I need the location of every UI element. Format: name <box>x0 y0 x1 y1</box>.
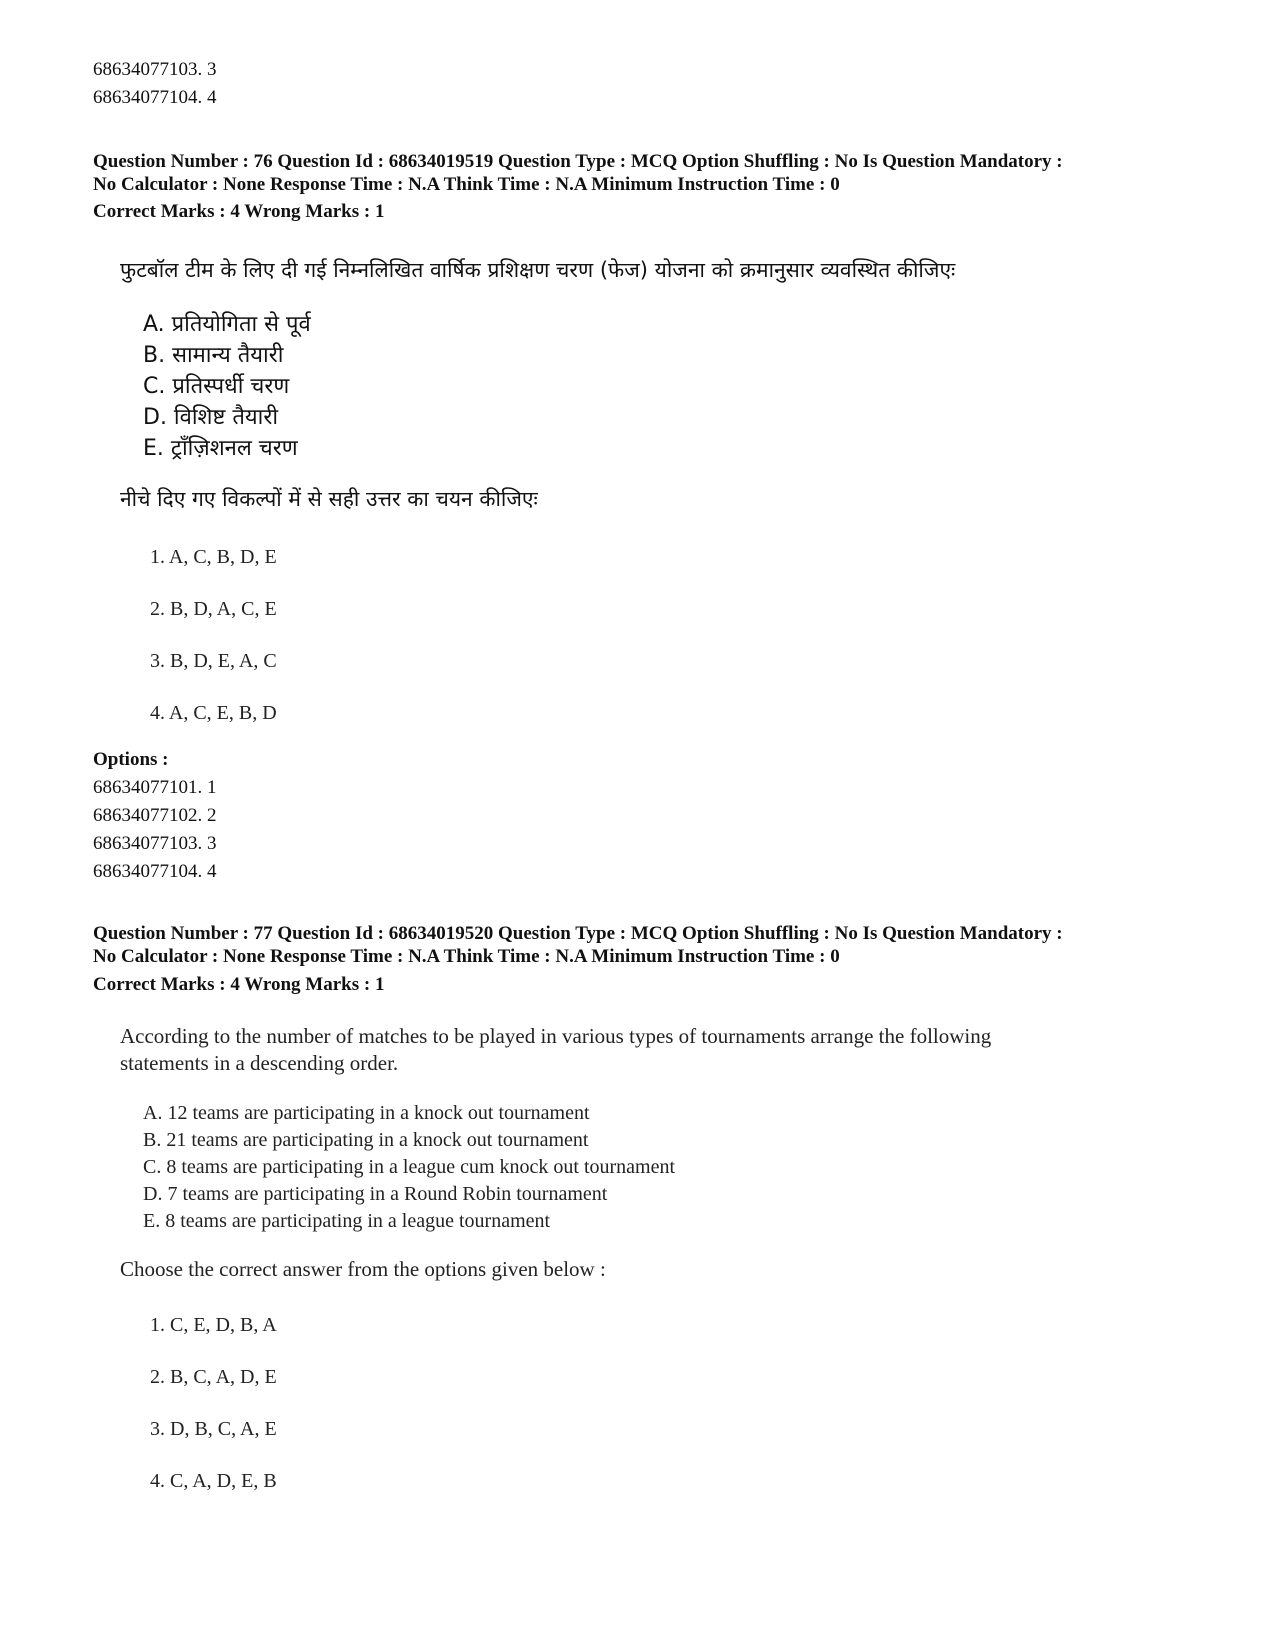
q77-header-line2: No Calculator : None Response Time : N.A Think Time : N.A Minimum Instruction Time : 0 <box>93 946 840 967</box>
q76-choice-1: 1. A, C, B, D, E <box>150 546 277 568</box>
q77-choice-1: 1. C, E, D, B, A <box>150 1314 277 1336</box>
q76-choice-3: 3. B, D, E, A, C <box>150 650 277 672</box>
q76-statement-d: D. विशिष्ट तैयारी <box>143 405 279 430</box>
q77-choice-3: 3. D, B, C, A, E <box>150 1418 277 1440</box>
q76-statement-e: E. ट्राँज़िशनल चरण <box>143 436 298 461</box>
q76-options-label: Options : <box>93 749 169 770</box>
q76-statement-a: A. प्रतियोगिता से पूर्व <box>143 312 311 337</box>
q77-statement-e: E. 8 teams are participating in a league tournament <box>143 1210 551 1232</box>
q77-marks: Correct Marks : 4 Wrong Marks : 1 <box>93 974 385 995</box>
q77-statement-a: A. 12 teams are participating in a knock out tournament <box>143 1102 590 1124</box>
q77-statement-b: B. 21 teams are participating in a knock out tournament <box>143 1129 589 1151</box>
q76-option-2: 68634077102. 2 <box>93 805 217 826</box>
q76-header-line2: No Calculator : None Response Time : N.A Think Time : N.A Minimum Instruction Time : 0 <box>93 174 840 195</box>
q76-option-3: 68634077103. 3 <box>93 833 217 854</box>
q76-header-line1: Question Number : 76 Question Id : 68634019519 Question Type : MCQ Option Shuffling : No Is Question Mandatory : <box>93 151 1063 172</box>
q76-option-4: 68634077104. 4 <box>93 861 217 882</box>
q77-question-line1: According to the number of matches to be played in various types of tournaments arrange the following <box>120 1024 992 1048</box>
prev-option-4: 68634077104. 4 <box>93 87 217 108</box>
q76-choice-4: 4. A, C, E, B, D <box>150 702 277 724</box>
q77-instruction: Choose the correct answer from the options given below : <box>120 1257 606 1281</box>
q77-question-line2: statements in a descending order. <box>120 1051 399 1075</box>
q76-statement-c: C. प्रतिस्पर्धी चरण <box>143 374 290 399</box>
q76-option-1: 68634077101. 1 <box>93 777 217 798</box>
prev-option-3: 68634077103. 3 <box>93 59 217 80</box>
q77-statement-c: C. 8 teams are participating in a league cum knock out tournament <box>143 1156 676 1178</box>
q77-choice-4: 4. C, A, D, E, B <box>150 1470 277 1492</box>
q76-marks: Correct Marks : 4 Wrong Marks : 1 <box>93 201 385 222</box>
q76-question-text: फुटबॉल टीम के लिए दी गई निम्नलिखित वार्षिक प्रशिक्षण चरण (फेज) योजना को क्रमानुसार व्यवस्थित कीजिएः <box>120 258 956 282</box>
q77-choice-2: 2. B, C, A, D, E <box>150 1366 277 1388</box>
q76-instruction: नीचे दिए गए विकल्पों में से सही उत्तर का चयन कीजिएः <box>120 487 538 511</box>
q76-statement-b: B. सामान्य तैयारी <box>143 343 284 368</box>
q77-statement-d: D. 7 teams are participating in a Round Robin tournament <box>143 1183 608 1205</box>
q77-header-line1: Question Number : 77 Question Id : 68634019520 Question Type : MCQ Option Shuffling : No Is Question Mandatory : <box>93 923 1063 944</box>
q76-choice-2: 2. B, D, A, C, E <box>150 598 277 620</box>
